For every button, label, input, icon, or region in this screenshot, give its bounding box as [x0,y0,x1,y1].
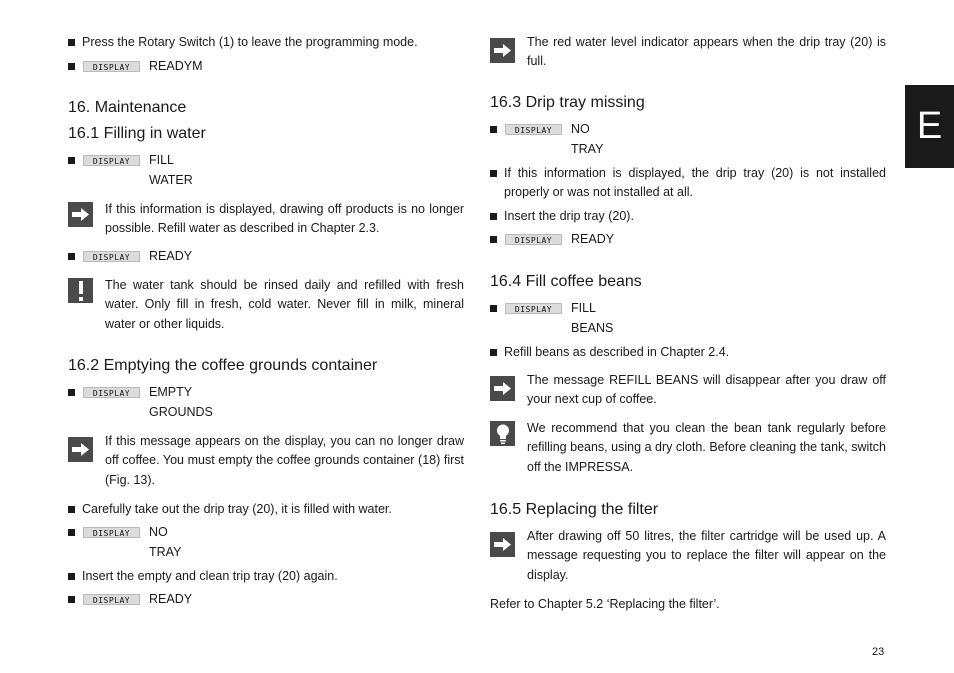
note-text: The message REFILL BEANS will disappear after you draw off your next cup of coffee. [527,373,886,407]
display-message [68,151,464,190]
paragraph: Refer to Chapter 5.2 ‘Replacing the filter’. [490,597,720,611]
bullet-text: Insert the drip tray (20). [504,209,634,223]
display-tag: DISPLAY [83,594,140,605]
bullet-item [490,207,886,226]
bullet-item [68,567,464,586]
display-message [490,230,886,250]
bullet-square [68,157,75,164]
display-value: FILL WATER [149,153,193,187]
section-heading: 16.5 Replacing the filter [490,501,659,518]
bullet-square [68,573,75,580]
bullet-text: Press the Rotary Switch (1) to leave the programming mode. [82,35,418,49]
bullet-item [68,33,464,52]
note-text: If this information is displayed, drawing off products is no longer possible. Refill water as described in Chapter 2.3. [105,202,464,236]
lightbulb-icon [490,421,515,446]
bullet-square [68,39,75,46]
note-block [68,432,464,490]
bullet-square [490,349,497,356]
note-text: We recommend that you clean the bean tank regularly before refilling beans, using a dry cloth. Before cleaning the tank, switch off the IMPRESSA. [527,421,886,474]
display-value: READY [149,592,193,606]
bullet-square [68,596,75,603]
section-heading: 16.1 Filling in water [68,125,206,142]
display-message [490,120,886,159]
display-value: READYM [149,59,203,73]
bullet-text: If this information is displayed, the drip tray (20) is not installed properly or was not installed at all. [504,166,886,199]
arrow-right-icon [490,38,515,63]
bullet-item [490,164,886,202]
display-tag: DISPLAY [83,251,140,262]
bullet-text: Insert the empty and clean trip tray (20) again. [82,569,338,583]
display-message [68,383,464,422]
display-tag: DISPLAY [83,387,140,398]
note-block [490,527,886,585]
display-value: READY [149,249,193,263]
note-text: After drawing off 50 litres, the filter cartridge will be used up. A message requesting you to replace the filter will appear on the display. [527,529,886,582]
bullet-square [490,305,497,312]
bullet-square [490,213,497,220]
bullet-square [68,506,75,513]
display-tag: DISPLAY [83,527,140,538]
arrow-right-icon [68,202,93,227]
bullet-square [490,236,497,243]
arrow-right-icon [490,376,515,401]
display-tag: DISPLAY [505,124,562,135]
display-message [68,57,464,77]
section-heading: 16.3 Drip tray missing [490,94,645,111]
bullet-square [68,389,75,396]
section-heading: 16.4 Fill coffee beans [490,273,642,290]
bullet-square [68,63,75,70]
bullet-text: Carefully take out the drip tray (20), it is filled with water. [82,502,392,516]
display-value: FILL BEANS [571,301,614,335]
bullet-square [68,253,75,260]
bullet-square [490,126,497,133]
language-tab: E [905,85,954,168]
bullet-item [490,343,886,362]
note-block [490,371,886,410]
bullet-square [490,170,497,177]
display-tag: DISPLAY [83,61,140,72]
bullet-item [68,500,464,519]
display-message [68,247,464,267]
display-value: READY [571,232,615,246]
display-value: NO TRAY [571,122,604,156]
note-text: If this message appears on the display, you can no longer draw off coffee. You must empty the coffee grounds container (18) first (Fig. 13). [105,434,464,487]
arrow-right-icon [68,437,93,462]
bullet-square [68,529,75,536]
display-message [68,523,464,562]
bullet-text: Refill beans as described in Chapter 2.4. [504,345,730,359]
exclamation-icon [68,278,93,303]
note-text: The water tank should be rinsed daily and refilled with fresh water. Only fill in fresh, cold water. Never fill in milk, mineral water or other liquids. [105,278,464,331]
section-heading: 16.2 Emptying the coffee grounds container [68,357,378,374]
page-number: 23 [872,646,885,658]
display-tag: DISPLAY [83,155,140,166]
display-message [68,590,464,610]
display-message [490,299,886,338]
tip-block [490,419,886,477]
warning-block [68,276,464,334]
display-value: NO TRAY [149,525,182,559]
display-tag: DISPLAY [505,234,562,245]
note-text: The red water level indicator appears when the drip tray (20) is full. [527,35,886,69]
note-block [490,33,886,72]
display-tag: DISPLAY [505,303,562,314]
display-value: EMPTY GROUNDS [149,385,213,419]
arrow-right-icon [490,532,515,557]
note-block [68,200,464,239]
section-heading: 16. Maintenance [68,99,187,116]
